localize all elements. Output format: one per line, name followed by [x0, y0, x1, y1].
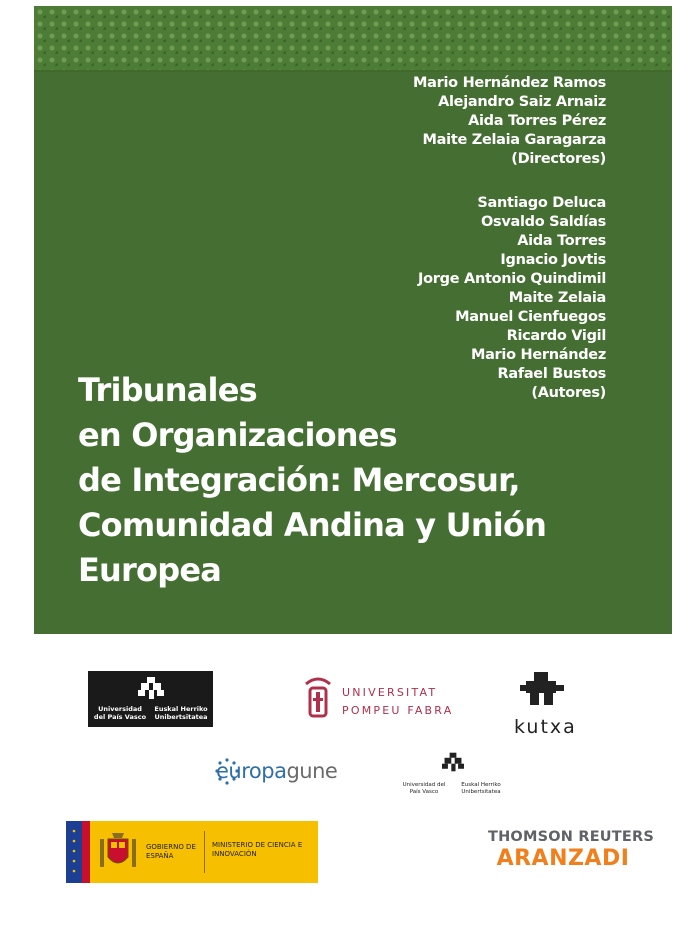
europagune-wordmark [216, 759, 337, 783]
upv-label-right: Euskal Herriko Unibertsitatea [154, 705, 208, 721]
author-name: Aida Torres [517, 233, 606, 249]
thomson-reuters-aranzadi-logo [488, 829, 654, 879]
director-name: Alejandro Saiz Arnaiz [438, 94, 606, 110]
director-name: Maite Zelaia Garagarza [422, 132, 606, 148]
upf-name-line1: UNIVERSITAT [342, 686, 438, 699]
europagune-part2: gune [286, 759, 338, 783]
upv-ehu-tree-icon [442, 752, 464, 772]
upv-label-left: Universidad del País Vasco [93, 705, 147, 721]
logo-divider [204, 831, 205, 873]
title-line: Comunidad Andina y Unión [78, 506, 547, 544]
europagune-part1: europa [216, 759, 287, 783]
title-line: en Organizaciones [78, 416, 397, 454]
author-name: Rafael Bustos [497, 366, 606, 382]
upv-ehu-tree-icon [138, 677, 164, 699]
spain-coat-of-arms-icon [98, 833, 138, 871]
eu-flag-icon [66, 821, 82, 883]
title-line: Europea [78, 551, 222, 589]
title-line: Tribunales [78, 371, 257, 409]
author-name: Jorge Antonio Quindimil [418, 271, 606, 287]
spain-stripe [82, 821, 90, 883]
directors-role-label: (Directores) [511, 151, 606, 167]
gobierno-espana-logo [66, 821, 318, 883]
upv-ehu-logo-large [88, 671, 213, 727]
upv-ehu-logo-small [398, 750, 508, 798]
author-name: Osvaldo Saldías [480, 214, 606, 230]
upf-emblem-icon [302, 676, 334, 722]
author-name: Mario Hernández [470, 347, 606, 363]
publisher-line2: ARANZADI [496, 846, 630, 871]
upv-small-label-right: Euskal Herriko Unibertsitatea [461, 782, 501, 795]
authors-role-label: (Autores) [531, 385, 606, 401]
title-line: de Integración: Mercosur, [78, 461, 520, 499]
kutxa-label: kutxa [514, 716, 577, 738]
author-name: Ricardo Vigil [506, 328, 606, 344]
publisher-line1: THOMSON REUTERS [488, 829, 654, 845]
upv-small-label-left: Universidad del País Vasco [402, 782, 446, 795]
book-cover [34, 6, 672, 634]
kutxa-mark-icon [520, 672, 564, 712]
author-name: Maite Zelaia [508, 290, 606, 306]
author-name: Ignacio Jovtis [500, 252, 606, 268]
directors-list [413, 74, 606, 169]
kutxa-logo [512, 672, 592, 744]
director-name: Mario Hernández Ramos [413, 75, 606, 91]
ministry-label: MINISTERIO DE CIENCIA E INNOVACIÓN [212, 841, 303, 858]
gobierno-label: GOBIERNO DE ESPAÑA [146, 843, 196, 860]
director-name: Aida Torres Pérez [468, 113, 606, 129]
book-title [78, 368, 658, 593]
author-name: Santiago Deluca [477, 195, 606, 211]
cover-pattern-band [34, 6, 672, 72]
europagune-logo [216, 757, 366, 787]
author-name: Manuel Cienfuegos [455, 309, 606, 325]
upf-logo [302, 676, 452, 724]
upf-name-line2: POMPEU FABRA [342, 704, 454, 717]
